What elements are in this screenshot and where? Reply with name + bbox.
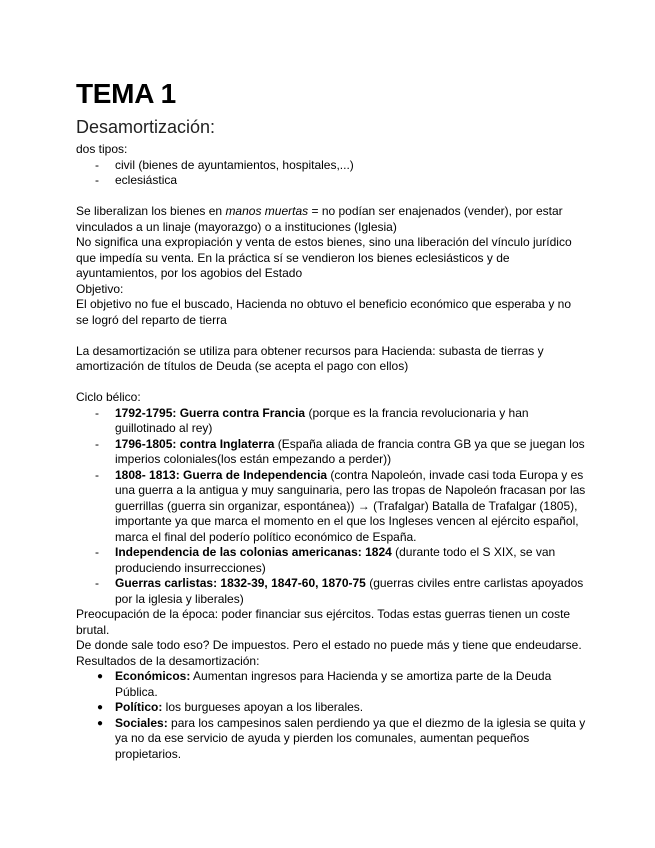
resultados-label: Resultados de la desamortización:: [76, 653, 260, 668]
list-item: - 1808- 1813: Guerra de Independencia (contra Napoleón, invade casi toda Europa y es una guerra a la antigua y muy sanguinaria, pero las tropas de Napoleón fracasan por las guerrillas (guerra sin organizar, espontánea)) → (Trafalgar) Batalla de Trafalgar (1805), importante ya que marca el momento en el que los Ingleses vencen al ejército español, marca el final del poderío político económico de España.: [95, 467, 586, 544]
paragraph-manos-muertas: Se liberalizan los bienes en manos muertas = no podían ser enajenados (vender), por estar vinculados a un linaje (mayorazgo) o a instituciones (Iglesia): [76, 204, 563, 234]
list-item: - Independencia de las colonias americanas: 1824 (durante todo el S XIX, se van produciendo insurrecciones): [95, 545, 556, 575]
bullet-marker: ●: [97, 717, 104, 729]
bullet-marker: ●: [97, 702, 104, 713]
types-list: [76, 158, 586, 189]
results-list: [76, 669, 586, 762]
dash-marker: -: [95, 405, 99, 420]
dash-marker: -: [95, 545, 99, 559]
paragraph-impuestos: De donde sale todo eso? De impuestos. Pero el estado no puede más y tiene que endeudarse.: [76, 638, 582, 652]
list-item: - civil (bienes de ayuntamientos, hospitales,...): [95, 157, 354, 172]
section-subtitle: Desamortización:: [76, 117, 216, 137]
objetivo-label: Objetivo:: [76, 281, 124, 296]
list-item: - eclesiástica: [95, 173, 178, 187]
page-title: TEMA 1: [76, 78, 176, 109]
document-page: [76, 78, 586, 762]
dash-marker: -: [95, 173, 99, 187]
wars-list: [76, 406, 586, 608]
list-item: - 1796-1805: contra Inglaterra (España aliada de francia contra GB ya que se juegan los imperios coloniales(los están empezando a perder)): [95, 436, 585, 466]
list-item: - Guerras carlistas: 1832-39, 1847-60, 1870-75 (guerras civiles entre carlistas apoyados por la iglesia y liberales): [95, 576, 584, 606]
dash-marker: -: [95, 467, 99, 482]
intro-text: dos tipos:: [76, 142, 128, 156]
list-item: - 1792-1795: Guerra contra Francia (porque es la francia revolucionaria y han guillotinado al rey): [95, 405, 529, 435]
list-item: ● Económicos: Aumentan ingresos para Hacienda y se amortiza parte de la Deuda Pública.: [97, 669, 552, 699]
objetivo-text: El objetivo no fue el buscado, Hacienda no obtuvo el beneficio económico que esperaba y no se logró del reparto de tierra: [76, 297, 572, 327]
dash-marker: -: [95, 436, 99, 451]
bullet-marker: ●: [97, 671, 104, 682]
paragraph-hacienda: La desamortización se utiliza para obtener recursos para Hacienda: subasta de tierras y amortización de títulos de Deuda (se acepta el pago con ellos): [76, 343, 544, 373]
list-item: ● Político: los burgueses apoyan a los liberales.: [97, 700, 364, 714]
list-item: ● Sociales: para los campesinos salen perdiendo ya que el diezmo de la iglesia se quita y ya no da ese servicio de ayuda y pierden los comunales, aumentan pequeños propietarios.: [97, 715, 586, 761]
paragraph-expropiacion: No significa una expropiación y venta de estos bienes, sino una liberación del vínculo jurídico que impedía su venta. En la práctica sí se vendieron los bienes eclesiásticos y de ayuntamientos, por los agobios del Estado: [76, 235, 572, 280]
paragraph-preocupacion: Preocupación de la época: poder financiar sus ejércitos. Todas estas guerras tienen un coste brutal.: [76, 607, 571, 637]
dash-marker: -: [95, 157, 99, 172]
ciclo-label: Ciclo bélico:: [76, 390, 141, 404]
dash-marker: -: [95, 576, 99, 590]
